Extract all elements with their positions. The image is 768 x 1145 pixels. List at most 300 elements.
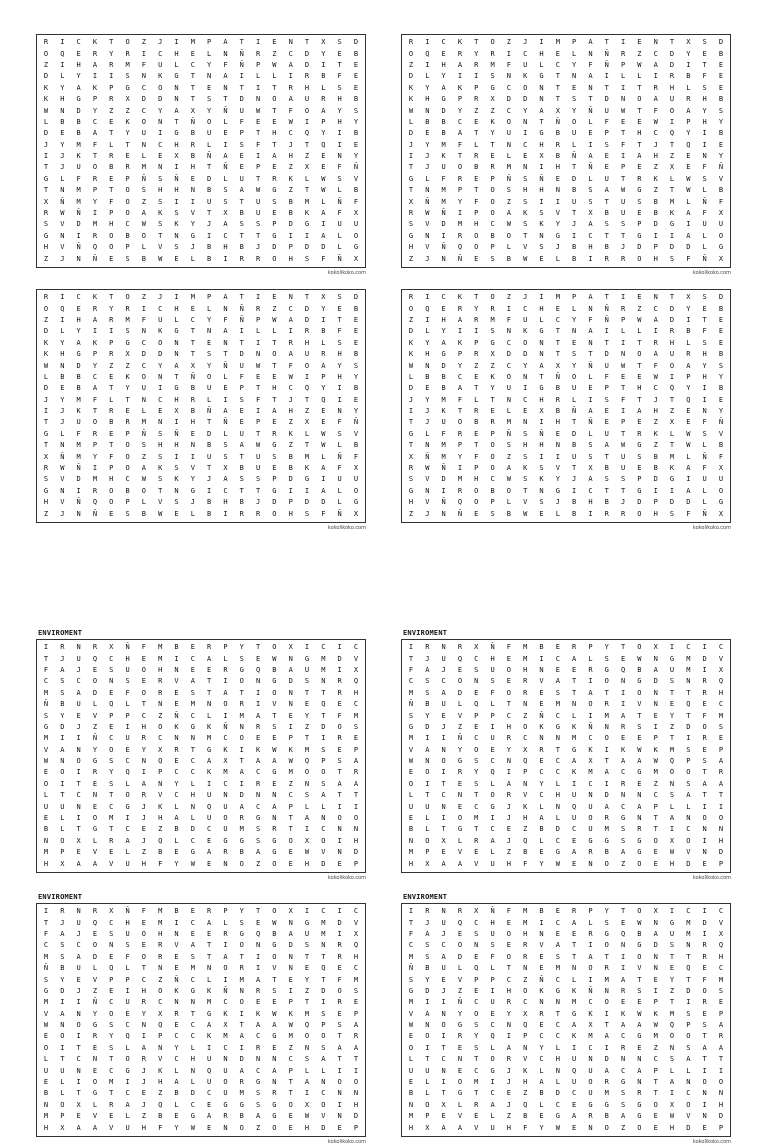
grid-letter: V — [272, 964, 277, 973]
grid-row — [406, 1090, 726, 1097]
grid-letter: Ñ — [60, 452, 65, 461]
grid-letter: D — [321, 498, 326, 507]
grid-letter: N — [223, 791, 228, 800]
grid-letter: L — [506, 498, 511, 507]
grid-letter: Z — [523, 711, 528, 720]
grid-letter: I — [702, 1100, 707, 1109]
grid-letter: E — [637, 372, 642, 381]
grid-letter: F — [506, 907, 511, 916]
grid-letter: J — [60, 163, 65, 172]
grid-letter: S — [141, 186, 146, 195]
grid-letter: E — [572, 665, 577, 674]
grid-letter: U — [76, 964, 81, 973]
grid-row — [41, 908, 361, 915]
grid-letter: T — [109, 441, 114, 450]
grid-letter: T — [109, 1055, 114, 1064]
grid-letter: H — [174, 441, 179, 450]
grid-letter: I — [539, 38, 544, 47]
grid-letter: S — [555, 952, 560, 961]
grid-letter: J — [506, 814, 511, 823]
grid-letter: S — [490, 72, 495, 81]
grid-letter: N — [441, 1066, 446, 1075]
grid-letter: Z — [669, 407, 675, 416]
grid-letter: D — [304, 49, 310, 58]
grid-row — [406, 713, 726, 720]
grid-letter: L — [43, 117, 49, 126]
grid-letter: A — [174, 814, 179, 823]
grid-letter: N — [669, 1043, 675, 1052]
grid-letter: R — [353, 768, 359, 777]
grid-letter: F — [321, 509, 326, 518]
grid-letter: Ñ — [174, 711, 179, 720]
grid-letter: R — [572, 907, 577, 916]
grid-letter: W — [620, 361, 626, 370]
grid-letter: T — [572, 688, 577, 697]
grid-letter: N — [76, 1066, 81, 1075]
grid-letter: O — [109, 745, 114, 754]
grid-letter: I — [337, 1100, 342, 1109]
grid-letter: N — [539, 95, 544, 104]
grid-letter: G — [223, 836, 228, 845]
grid-letter: E — [288, 1112, 293, 1121]
grid-letter: E — [125, 1009, 130, 1018]
grid-letter: P — [207, 38, 212, 47]
grid-letter: C — [457, 117, 463, 126]
grid-letter: K — [457, 38, 463, 47]
grid-letter: S — [304, 791, 310, 800]
grid-letter: U — [620, 452, 626, 461]
grid-letter: B — [60, 964, 65, 973]
grid-letter: C — [92, 372, 98, 381]
grid-letter: H — [669, 338, 675, 347]
grid-letter: O — [239, 734, 244, 743]
grid-letter: T — [239, 83, 244, 92]
credit-text: kokolikoko.com — [327, 270, 366, 276]
grid-letter: D — [718, 293, 724, 302]
grid-letter: R — [109, 407, 114, 416]
grid-letter: G — [125, 83, 130, 92]
grid-letter: Y — [490, 129, 495, 138]
grid-letter: B — [572, 243, 577, 252]
grid-letter: H — [718, 688, 724, 697]
grid-letter: P — [653, 498, 658, 507]
grid-letter: I — [190, 452, 195, 461]
grid-letter: L — [490, 1043, 495, 1052]
grid-letter: H — [523, 929, 528, 938]
grid-letter: R — [92, 768, 98, 777]
grid-letter: C — [539, 768, 544, 777]
grid-letter: I — [60, 60, 65, 69]
grid-letter: Ñ — [441, 464, 446, 473]
grid-letter: Y — [92, 745, 98, 754]
grid-letter: I — [572, 779, 577, 788]
grid-letter: U — [702, 220, 707, 229]
grid-letter: H — [408, 1123, 414, 1132]
grid-letter: I — [408, 643, 414, 652]
grid-letter: H — [408, 498, 414, 507]
grid-row — [41, 1011, 361, 1018]
grid-letter: E — [604, 163, 609, 172]
grid-letter: X — [353, 665, 359, 674]
grid-letter: O — [669, 1032, 675, 1041]
grid-letter: D — [408, 129, 414, 138]
grid-letter: A — [539, 1078, 544, 1087]
grid-letter: S — [109, 929, 114, 938]
grid-letter: A — [506, 209, 511, 218]
grid-letter: C — [174, 791, 179, 800]
grid-letter: I — [620, 964, 626, 973]
grid-letter: H — [43, 498, 49, 507]
grid-letter: Ñ — [441, 498, 446, 507]
grid-letter: R — [223, 929, 228, 938]
grid-letter: L — [141, 243, 146, 252]
grid-letter: C — [523, 734, 528, 743]
grid-letter: P — [125, 975, 130, 984]
grid-letter: X — [125, 95, 130, 104]
grid-letter: T — [272, 106, 277, 115]
grid-letter: P — [457, 186, 463, 195]
grid-letter: U — [588, 802, 593, 811]
credit-text: kokolikoko.com — [327, 875, 366, 881]
grid-row — [41, 431, 361, 438]
grid-letter: X — [588, 464, 593, 473]
grid-letter: N — [539, 486, 544, 495]
grid-letter: O — [60, 768, 65, 777]
grid-letter: L — [190, 1043, 195, 1052]
grid-letter: N — [425, 486, 430, 495]
grid-letter: L — [539, 802, 544, 811]
grid-letter: P — [288, 243, 293, 252]
grid-letter: H — [158, 929, 163, 938]
grid-letter: B — [125, 231, 130, 240]
grid-letter: Y — [190, 220, 195, 229]
grid-letter: J — [425, 509, 430, 518]
grid-letter: O — [702, 722, 707, 731]
grid-letter: Q — [60, 49, 65, 58]
grid-letter: B — [43, 825, 49, 834]
grid-letter: T — [223, 95, 228, 104]
grid-letter: T — [76, 779, 81, 788]
grid-letter: T — [653, 1089, 658, 1098]
grid-letter: C — [653, 384, 658, 393]
letter-grid — [36, 639, 366, 873]
grid-letter: S — [425, 952, 430, 961]
grid-letter: G — [76, 95, 81, 104]
grid-letter: T — [686, 688, 691, 697]
grid-letter: U — [506, 129, 511, 138]
grid-letter: U — [408, 1066, 414, 1075]
grid-letter: S — [702, 338, 707, 347]
grid-letter: A — [588, 688, 593, 697]
grid-letter: S — [490, 941, 495, 950]
grid-letter: X — [588, 757, 593, 766]
grid-letter: E — [686, 418, 691, 427]
grid-letter: E — [408, 1032, 414, 1041]
grid-letter: C — [441, 1055, 446, 1064]
grid-letter: X — [539, 152, 544, 161]
grid-letter: L — [141, 152, 146, 161]
grid-letter: I — [620, 293, 626, 302]
grid-letter: E — [223, 129, 228, 138]
grid-letter: S — [523, 452, 528, 461]
grid-letter: S — [408, 475, 414, 484]
grid-letter: R — [490, 304, 495, 313]
grid-letter: S — [109, 757, 114, 766]
grid-letter: T — [555, 745, 560, 754]
grid-letter: L — [474, 395, 479, 404]
grid-letter: N — [539, 83, 544, 92]
grid-letter: T — [702, 1032, 707, 1041]
grid-row — [41, 153, 361, 160]
grid-letter: F — [441, 429, 446, 438]
grid-letter: G — [174, 327, 179, 336]
grid-letter: Z — [457, 986, 463, 995]
grid-row — [406, 244, 726, 251]
grid-letter: N — [523, 779, 528, 788]
grid-letter: H — [523, 186, 528, 195]
grid-letter: D — [572, 429, 577, 438]
grid-letter: J — [506, 802, 511, 811]
grid-letter: G — [272, 836, 277, 845]
grid-letter: P — [604, 129, 609, 138]
grid-letter: A — [255, 848, 261, 857]
grid-letter: Z — [506, 452, 511, 461]
grid-letter: D — [686, 722, 691, 731]
grid-letter: B — [288, 452, 293, 461]
grid-row — [41, 838, 361, 845]
grid-letter: E — [653, 1123, 658, 1132]
grid-letter: L — [321, 83, 326, 92]
grid-letter: L — [60, 1089, 65, 1098]
grid-letter: V — [523, 791, 528, 800]
grid-letter: W — [523, 254, 528, 263]
grid-letter: Ñ — [490, 643, 495, 652]
grid-letter: N — [588, 338, 593, 347]
grid-letter: Ñ — [174, 174, 179, 183]
grid-letter: H — [539, 140, 544, 149]
grid-letter: G — [669, 475, 675, 484]
grid-letter: L — [490, 779, 495, 788]
grid-letter: K — [588, 745, 593, 754]
grid-letter: S — [239, 475, 244, 484]
grid-letter: N — [441, 1009, 446, 1018]
grid-letter: Y — [669, 975, 675, 984]
grid-letter: E — [109, 372, 114, 381]
grid-letter: B — [60, 372, 65, 381]
grid-letter: W — [506, 220, 511, 229]
grid-letter: R — [702, 688, 707, 697]
grid-letter: C — [555, 1021, 560, 1030]
grid-letter: E — [92, 779, 98, 788]
grid-letter: Ñ — [425, 197, 430, 206]
grid-letter: U — [125, 859, 130, 868]
grid-letter: Y — [109, 304, 114, 313]
grid-letter: O — [441, 1021, 446, 1030]
grid-letter: T — [572, 464, 577, 473]
grid-letter: B — [158, 848, 163, 857]
grid-letter: U — [572, 1055, 577, 1064]
grid-letter: L — [272, 327, 277, 336]
grid-letter: E — [604, 418, 609, 427]
grid-letter: E — [272, 998, 277, 1007]
grid-letter: I — [490, 722, 495, 731]
grid-letter: Z — [43, 254, 49, 263]
grid-letter: U — [255, 197, 261, 206]
grid-letter: I — [669, 907, 675, 916]
grid-letter: C — [408, 941, 414, 950]
grid-letter: I — [457, 72, 463, 81]
grid-row — [406, 667, 726, 674]
grid-letter: D — [337, 654, 342, 663]
grid-letter: L — [669, 174, 675, 183]
grid-letter: U — [43, 802, 49, 811]
grid-letter: E — [572, 929, 577, 938]
grid-letter: T — [408, 654, 414, 663]
grid-letter: S — [239, 395, 244, 404]
grid-letter: E — [92, 665, 98, 674]
grid-letter: C — [158, 998, 163, 1007]
grid-letter: C — [408, 677, 414, 686]
grid-letter: I — [190, 197, 195, 206]
grid-letter: T — [523, 486, 528, 495]
grid-letter: O — [718, 486, 724, 495]
grid-letter: L — [457, 964, 463, 973]
grid-letter: T — [43, 418, 49, 427]
grid-letter: H — [425, 350, 430, 359]
grid-letter: E — [288, 848, 293, 857]
grid-letter: B — [604, 1112, 609, 1121]
grid-letter: N — [158, 964, 163, 973]
grid-letter: A — [604, 441, 609, 450]
grid-letter: O — [141, 372, 146, 381]
grid-letter: K — [408, 338, 414, 347]
grid-letter: M — [555, 700, 560, 709]
grid-letter: U — [572, 452, 577, 461]
grid-letter: I — [653, 231, 658, 240]
grid-letter: M — [441, 186, 446, 195]
grid-letter: G — [572, 745, 577, 754]
credit-text: kokolikoko.com — [692, 1139, 731, 1145]
grid-letter: G — [272, 768, 277, 777]
grid-letter: E — [109, 952, 114, 961]
grid-letter: T — [304, 186, 310, 195]
grid-letter: E — [353, 338, 359, 347]
grid-letter: E — [43, 768, 49, 777]
grid-letter: Q — [425, 49, 430, 58]
grid-letter: I — [653, 486, 658, 495]
grid-letter: A — [272, 152, 277, 161]
grid-letter: C — [490, 757, 495, 766]
grid-row — [406, 826, 726, 833]
grid-letter: E — [353, 83, 359, 92]
grid-letter: O — [490, 38, 495, 47]
grid-letter: K — [288, 745, 293, 754]
grid-letter: T — [304, 952, 310, 961]
grid-letter: N — [506, 1021, 511, 1030]
grid-letter: E — [523, 152, 528, 161]
grid-letter: P — [288, 734, 293, 743]
grid-letter: A — [60, 1009, 65, 1018]
grid-letter: L — [588, 174, 593, 183]
grid-letter: Q — [321, 395, 326, 404]
grid-letter: A — [174, 106, 179, 115]
grid-letter: A — [92, 384, 98, 393]
grid-letter: V — [60, 475, 65, 484]
grid-letter: E — [523, 407, 528, 416]
grid-letter: F — [158, 859, 163, 868]
grid-letter: G — [408, 722, 414, 731]
grid-letter: A — [441, 338, 446, 347]
grid-letter: M — [408, 1112, 414, 1121]
grid-letter: T — [76, 1043, 81, 1052]
grid-letter: A — [223, 152, 228, 161]
grid-letter: I — [43, 907, 49, 916]
grid-letter: A — [588, 327, 593, 336]
grid-letter: B — [474, 418, 479, 427]
grid-letter: V — [43, 745, 49, 754]
grid-letter: I — [425, 315, 430, 324]
grid-letter: G — [272, 441, 277, 450]
grid-letter: F — [506, 60, 511, 69]
grid-letter: I — [474, 72, 479, 81]
grid-letter: S — [255, 825, 261, 834]
grid-letter: U — [125, 734, 130, 743]
grid-letter: G — [304, 918, 310, 927]
grid-row — [41, 119, 361, 126]
grid-letter: L — [304, 429, 310, 438]
grid-letter: L — [555, 1043, 560, 1052]
grid-letter: E — [441, 711, 446, 720]
grid-letter: T — [239, 452, 244, 461]
grid-letter: J — [425, 418, 430, 427]
grid-letter: T — [441, 779, 446, 788]
grid-letter: M — [190, 293, 195, 302]
grid-letter: S — [321, 779, 326, 788]
grid-letter: E — [441, 304, 446, 313]
grid-letter: H — [425, 95, 430, 104]
grid-letter: O — [272, 859, 277, 868]
grid-letter: R — [92, 231, 98, 240]
grid-letter: E — [474, 722, 479, 731]
grid-letter: H — [272, 129, 277, 138]
grid-letter: L — [337, 243, 342, 252]
grid-letter: D — [190, 1089, 195, 1098]
grid-letter: H — [653, 152, 658, 161]
grid-letter: U — [718, 220, 724, 229]
grid-letter: Q — [304, 757, 310, 766]
grid-letter: Q — [92, 654, 98, 663]
grid-letter: C — [653, 791, 658, 800]
grid-letter: J — [43, 140, 49, 149]
grid-letter: M — [43, 688, 49, 697]
grid-letter: C — [474, 998, 479, 1007]
grid-letter: B — [353, 304, 359, 313]
grid-letter: Ñ — [337, 509, 342, 518]
grid-letter: E — [272, 418, 277, 427]
grid-letter: D — [76, 220, 81, 229]
grid-row — [406, 792, 726, 799]
grid-letter: F — [288, 361, 293, 370]
grid-letter: T — [239, 197, 244, 206]
grid-letter: V — [718, 429, 724, 438]
grid-letter: X — [288, 643, 293, 652]
grid-letter: N — [60, 441, 65, 450]
grid-letter: R — [686, 350, 691, 359]
grid-letter: A — [653, 665, 658, 674]
grid-letter: Z — [506, 197, 511, 206]
grid-letter: F — [337, 163, 342, 172]
grid-letter: T — [523, 231, 528, 240]
